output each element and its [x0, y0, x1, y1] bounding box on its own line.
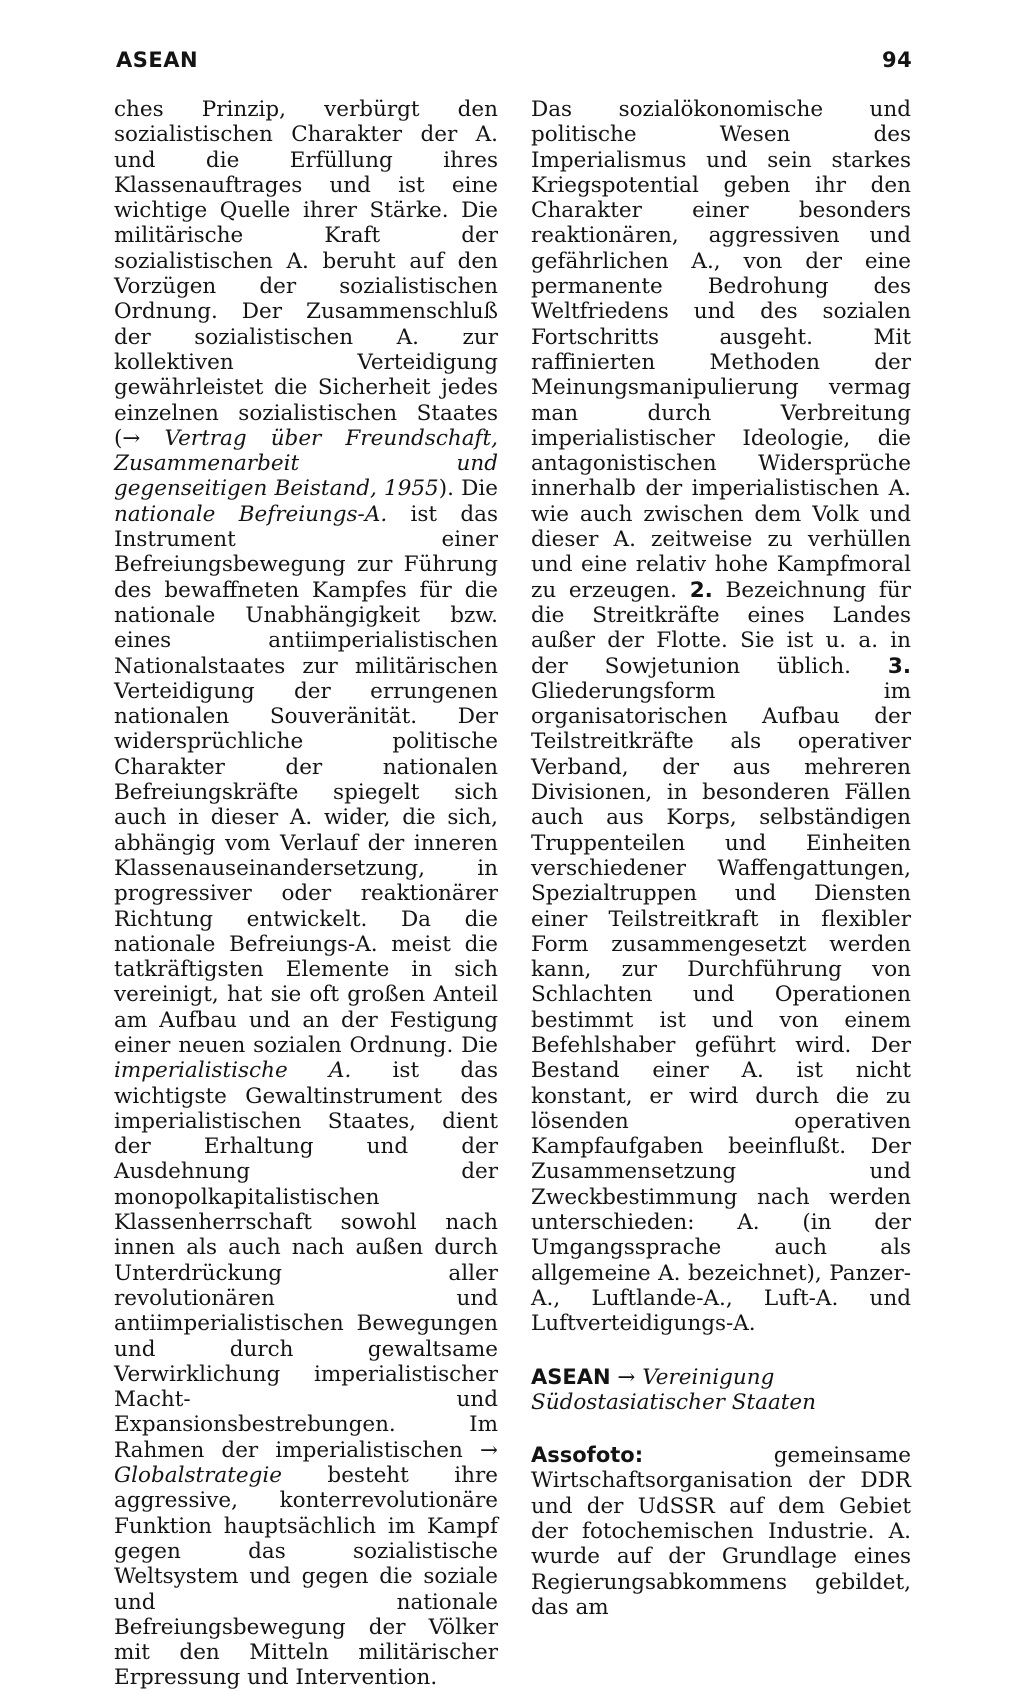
term-imperialistische-armee: imperialistische A.: [114, 1058, 352, 1084]
cross-reference-arrow: →: [122, 425, 165, 451]
paragraph-text: ches Prinzip, verbürgt den sozialistischen Charakter der A. und die Erfüllung ihres Klassenauftrages und ist eine wichtige Quelle ihrer Stärke. Die militärische Kraft der sozialistischen A. beruht auf den Vorzügen der sozialistischen Ordnung. Der Zusammenschluß der sozialistischen A. zur kollektiven Verteidigung gewährleistet die Sicherheit jedes einzelnen sozialistischen Staates (: [114, 97, 498, 451]
paragraph-text: Das sozialökonomische und politische Wesen des Imperialismus und sein starkes Kriegspotential geben ihr den Charakter einer besonders reaktionären, aggressiven und gefährlichen A., von der eine permanente Bedrohung des Weltfriedens und des sozialen Fortschritts ausgeht. Mit raffinierten Methoden der Meinungsmanipulierung vermag man durch Verbreitung imperialistischer Ideologie, die antagonistischen Widersprüche innerhalb der imperialistischen A. wie auch zwischen dem Volk und dieser A. zeitweise zu verhüllen und eine relativ hohe Kampfmoral zu erzeugen.: [531, 97, 911, 603]
entry-headword: ASEAN: [531, 1364, 611, 1389]
paragraph-text: ). Die: [438, 476, 498, 502]
left-column: [114, 97, 498, 1691]
paragraph-text: Bezeichnung für die Streitkräfte eines Landes außer der Flotte. Sie ist u. a. in der Sowjetunion üblich.: [531, 577, 911, 679]
cross-reference-treaty: Vertrag über Freundschaft, Zusammenarbeit und gegenseitigen Beistand, 1955: [114, 425, 498, 502]
entry-armee-continued: [114, 97, 498, 1691]
paragraph-text: ist das Instrument einer Befreiungsbewegung zur Führung des bewaffneten Kampfes für die nationale Unabhängigkeit bzw. eines antiimperialistischen Nationalstaates zur militärischen Verteidigung der errungenen nationalen Souveränität. Der widersprüchliche politische Charakter der nationalen Befreiungskräfte spiegelt sich auch in dieser A. wider, die sich, abhängig vom Verlauf der inneren Klassenauseinandersetzung, in progressiver oder reaktionärer Richtung entwickelt. Da die nationale Befreiungs-A. meist die tatkräftigsten Elemente in sich vereinigt, hat sie oft großen Anteil am Aufbau und an der Festigung einer neuen sozialen Ordnung. Die: [114, 501, 498, 1058]
paragraph-text: ist das wichtigste Gewaltinstrument des imperialistischen Staates, dient der Erhaltung und der Ausdehnung der monopolkapitalistischen Klassenherrschaft sowohl nach innen als auch nach außen durch Unterdrückung aller revolutionären und antiimperialistischen Bewegungen und durch gewaltsame Verwirklichung imperialistischer Macht- und Expansionsbestrebungen. Im Rahmen der imperialistischen: [114, 1058, 498, 1463]
paragraph-text: gemeinsame Wirtschaftsorganisation der DDR und der UdSSR auf dem Gebiet der fotochemischen Industrie. A. wurde auf der Grundlage eines Regierungsabkommens gebildet, das am: [531, 1443, 911, 1620]
sense-number: 2.: [689, 577, 713, 603]
entry-assofoto: [531, 1443, 911, 1620]
term-nationale-befreiungs-armee: nationale Befreiungs-A.: [114, 501, 388, 527]
cross-reference-arrow: →: [479, 1437, 498, 1463]
right-column: [531, 97, 911, 1642]
paragraph-text: besteht ihre aggressive, konterrevolutionäre Funktion hauptsächlich im Kampf gegen das sozialistische Weltsystem und gegen die soziale und nationale Befreiungsbewegung der Völker mit den Mitteln militärischer Erpressung und Intervention.: [114, 1463, 498, 1691]
cross-reference-arrow: →: [610, 1364, 643, 1390]
entry-asean: [531, 1365, 911, 1416]
cross-reference-vereinigung: Vereinigung Südostasiatischer Staaten: [531, 1364, 816, 1415]
page-number: 94: [882, 48, 913, 72]
sense-number: 3.: [887, 653, 911, 679]
entry-headword: Assofoto:: [531, 1443, 644, 1468]
cross-reference-globalstrategie: Globalstrategie: [114, 1463, 282, 1489]
entry-armee-continued: [531, 97, 911, 1337]
running-head-keyword: ASEAN: [116, 48, 199, 72]
paragraph-text: Gliederungsform im organisatorischen Aufbau der Teilstreitkräfte als operativer Verband, der aus mehreren Divisionen, in besonderen Fällen auch aus Korps, selbständigen Truppenteilen und Einheiten verschiedener Waffengattungen, Spezialtruppen und Diensten einer Teilstreitkraft in flexibler Form zusammengesetzt werden kann, zur Durchführung von Schlachten und Operationen bestimmt ist und von einem Befehlshaber geführt wird. Der Bestand einer A. ist nicht konstant, er wird durch die zu lösenden operativen Kampfaufgaben beeinflußt. Der Zusammensetzung und Zweckbestimmung nach werden unterschieden: A. (in der Umgangssprache auch als allgemeine A. bezeichnet), Panzer-A., Luftlande-A., Luft-A. und Luftverteidigungs-A.: [531, 678, 911, 1337]
